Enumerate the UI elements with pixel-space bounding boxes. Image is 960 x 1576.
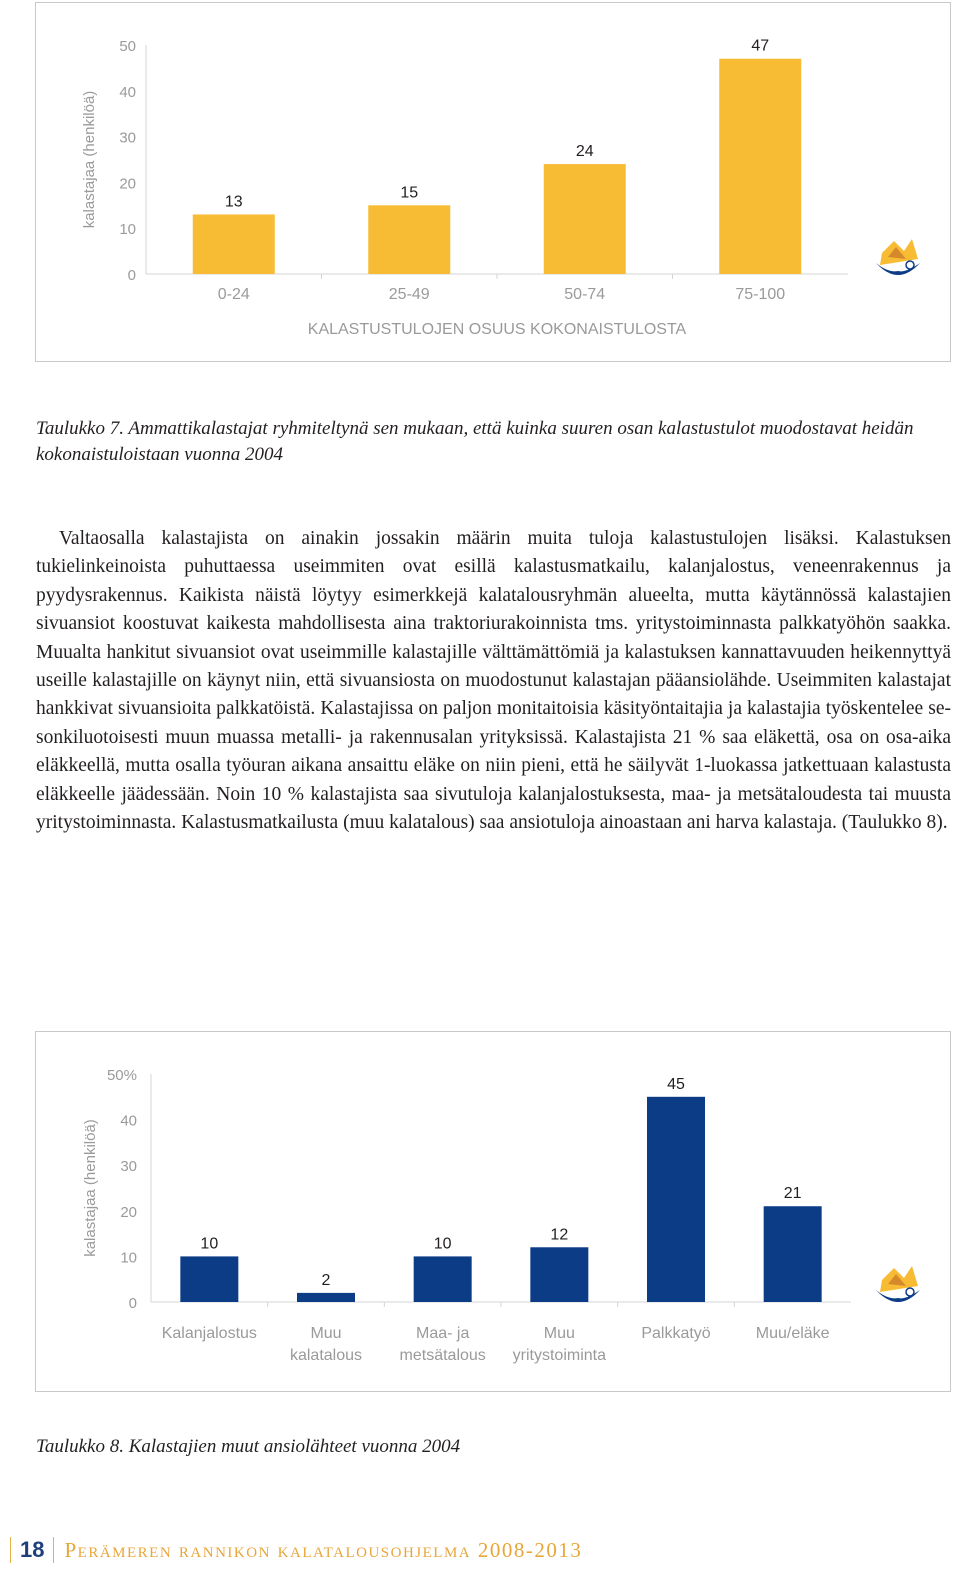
bar: [764, 1206, 822, 1302]
y-tick-label: 30: [120, 1158, 137, 1176]
data-label: 21: [783, 1185, 802, 1203]
x-tick-label: 0-24: [217, 286, 250, 303]
x-tick-label: 75-100: [735, 286, 786, 303]
y-axis-title: kalastajaa (henkilöä): [81, 90, 98, 229]
bar: [544, 164, 626, 274]
data-label: 2: [321, 1271, 331, 1289]
body-paragraph: Valtaosalla kalastajista on ainakin jossakin määrin muita tuloja kalastustulojen lisäksi. Kalastuksen tukielinkeinoista puhuttaessa useimmiten ovat esillä kalastusmatkailu, kalanjalostus, veneenrakennus ja pyydysrakennus. Kaikista näistä löytyy esimerkkejä kalatalousryhmän alueelta, mutta käytännössä kalastajien sivuansiot koostuvat kaikesta mahdollisesta aina traktoriurakoinnista tms. yritystoiminnasta palkkatyöhön saakka. Muualta hankitut sivuansiot ovat useimmille kalastajille välttämättömiä ja kalastuksen kannattavuuden heikennyttyä useille kalastajille on käynyt niin, että sivuansiosta on muodostunut kalastajan pääansiolähde. Useimmiten kalastajat hankkivat sivuansioita palkkatöistä. Kalastajissa on paljon monitaitoisia käsityöntaitajia ja kalastajia työskentelee sesonkiluotoisesti muun muassa metalli- ja rakennusalan yrityksissä. Kalastajista 21 % saa eläkettä, osa on osa-aika eläkkeellä, mutta osalla työuran aikana ansaittu eläke on niin pieni, että he säilyvät 1-luokassa jatkettuaan kalastusta eläkkeelle jäädessään. Noin 10 % kalastajista saa sivutuloja kalanjalostuksesta, maa- ja metsätaloudesta tai muusta yritystoiminnasta. Kalastusmatkailusta (muu kalatalous) saa ansiotuloja ainoastaan ani harva kalastaja. (Taulukko 8).: [36, 528, 951, 834]
data-label: 13: [224, 193, 243, 211]
y-tick-label: 50: [119, 38, 136, 55]
data-label: 47: [751, 37, 770, 55]
data-label: 10: [200, 1235, 219, 1253]
fisheries-group-logo-icon: [876, 1266, 920, 1302]
caption-table-8: Taulukko 8. Kalastajien muut ansiolähteet vuonna 2004: [36, 1436, 461, 1457]
chart-2-frame: [35, 1031, 951, 1392]
bar: [414, 1256, 472, 1302]
x-tick-label: Palkkatyö: [641, 1325, 711, 1342]
y-tick-label: 40: [120, 1112, 137, 1130]
footer-divider: [53, 1537, 54, 1563]
body-text: [36, 525, 951, 837]
bar: [368, 205, 450, 274]
fisheries-group-logo-icon: [876, 239, 920, 275]
data-label: 10: [433, 1235, 452, 1253]
x-tick-label: yritystoiminta: [512, 1347, 607, 1364]
x-tick-label: Muu: [310, 1325, 342, 1342]
bar: [180, 1256, 238, 1302]
y-tick-label: 30: [119, 129, 136, 147]
bar: [297, 1293, 355, 1302]
y-tick-label: 40: [119, 83, 136, 101]
x-axis-title: KALASTUSTULOJEN OSUUS KOKONAISTULOSTA: [307, 321, 687, 338]
x-tick-label: kalatalous: [289, 1347, 363, 1364]
x-tick-label: Muu/eläke: [755, 1325, 830, 1342]
y-tick-label: 20: [119, 175, 136, 193]
x-tick-label: 50-74: [564, 286, 606, 303]
y-tick-label: 0: [128, 1295, 137, 1312]
data-label: 24: [575, 143, 594, 161]
y-tick-label: 20: [120, 1203, 137, 1221]
y-axis-title: kalastajaa (henkilöä): [82, 1119, 99, 1257]
page-footer: [10, 1533, 582, 1567]
x-tick-label: Kalanjalostus: [161, 1325, 257, 1342]
publication-title: Perämeren rannikon kalatalousohjelma 2008-2013: [64, 1537, 583, 1562]
chart-1-frame: [35, 2, 951, 362]
bar: [719, 59, 801, 274]
chart-1-svg: [36, 3, 952, 363]
footer-divider: [10, 1537, 11, 1563]
x-tick-label: metsätalous: [399, 1347, 486, 1364]
bar: [193, 214, 275, 274]
y-tick-label: 10: [119, 221, 136, 239]
chart-2-svg: [36, 1032, 952, 1393]
y-tick-label: 50%: [106, 1067, 137, 1084]
data-label: 12: [550, 1226, 569, 1244]
x-tick-label: Muu: [543, 1325, 575, 1342]
x-tick-label: 25-49: [388, 286, 430, 303]
data-label: 45: [667, 1075, 685, 1093]
caption-table-7: Taulukko 7. Ammattikalastajat ryhmiteltynä sen mukaan, että kuinka suuren osan kalastustulot muodostavat heidän kokonaistuloistaan vuonna 2004: [36, 418, 914, 465]
x-tick-label: Maa- ja: [415, 1325, 470, 1342]
data-label: 15: [400, 184, 419, 202]
page-number: 18: [20, 1537, 45, 1562]
y-tick-label: 0: [127, 267, 136, 284]
bar: [647, 1097, 705, 1302]
y-tick-label: 10: [120, 1249, 137, 1267]
bar: [530, 1247, 588, 1302]
